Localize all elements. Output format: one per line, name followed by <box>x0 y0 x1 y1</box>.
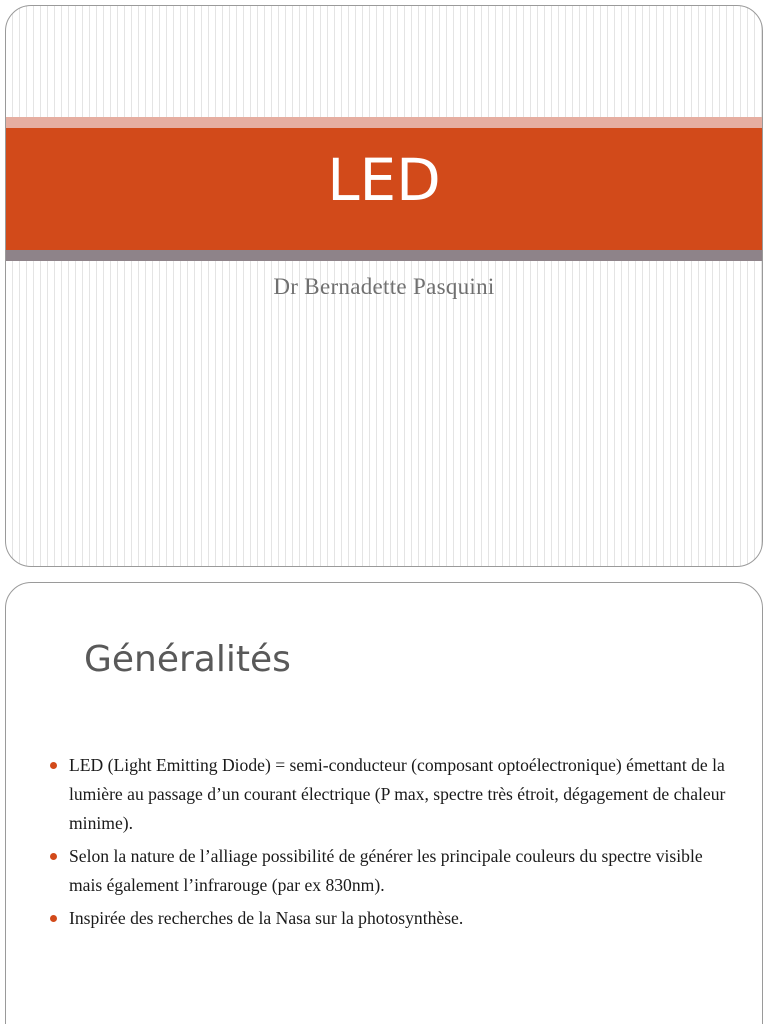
bullet-list <box>50 751 740 937</box>
title-band-top-stripe <box>6 117 762 128</box>
bullet-item <box>50 751 740 838</box>
slide-title: LED <box>327 146 441 214</box>
bullet-item <box>50 904 740 933</box>
title-slide <box>5 5 763 567</box>
slide-subtitle: Dr Bernadette Pasquini <box>273 274 495 299</box>
slide-heading: Généralités <box>84 639 291 680</box>
bullet-item <box>50 842 740 900</box>
content-slide <box>5 582 763 1024</box>
bullet-text: LED (Light Emitting Diode) = semi-conducteur (composant optoélectronique) émettant de la lumière au passage d’un courant électrique (P max, spectre très étroit, dégagement de chaleur minime). <box>69 755 726 833</box>
title-band-bottom-stripe <box>6 250 762 261</box>
bullet-text: Inspirée des recherches de la Nasa sur la photosynthèse. <box>69 908 464 928</box>
bullet-dot-icon <box>50 762 57 769</box>
bullet-text: Selon la nature de l’alliage possibilité de générer les principale couleurs du spectre visible mais également l’infrarouge (par ex 830nm). <box>69 846 703 895</box>
bullet-dot-icon <box>50 915 57 922</box>
bullet-dot-icon <box>50 853 57 860</box>
